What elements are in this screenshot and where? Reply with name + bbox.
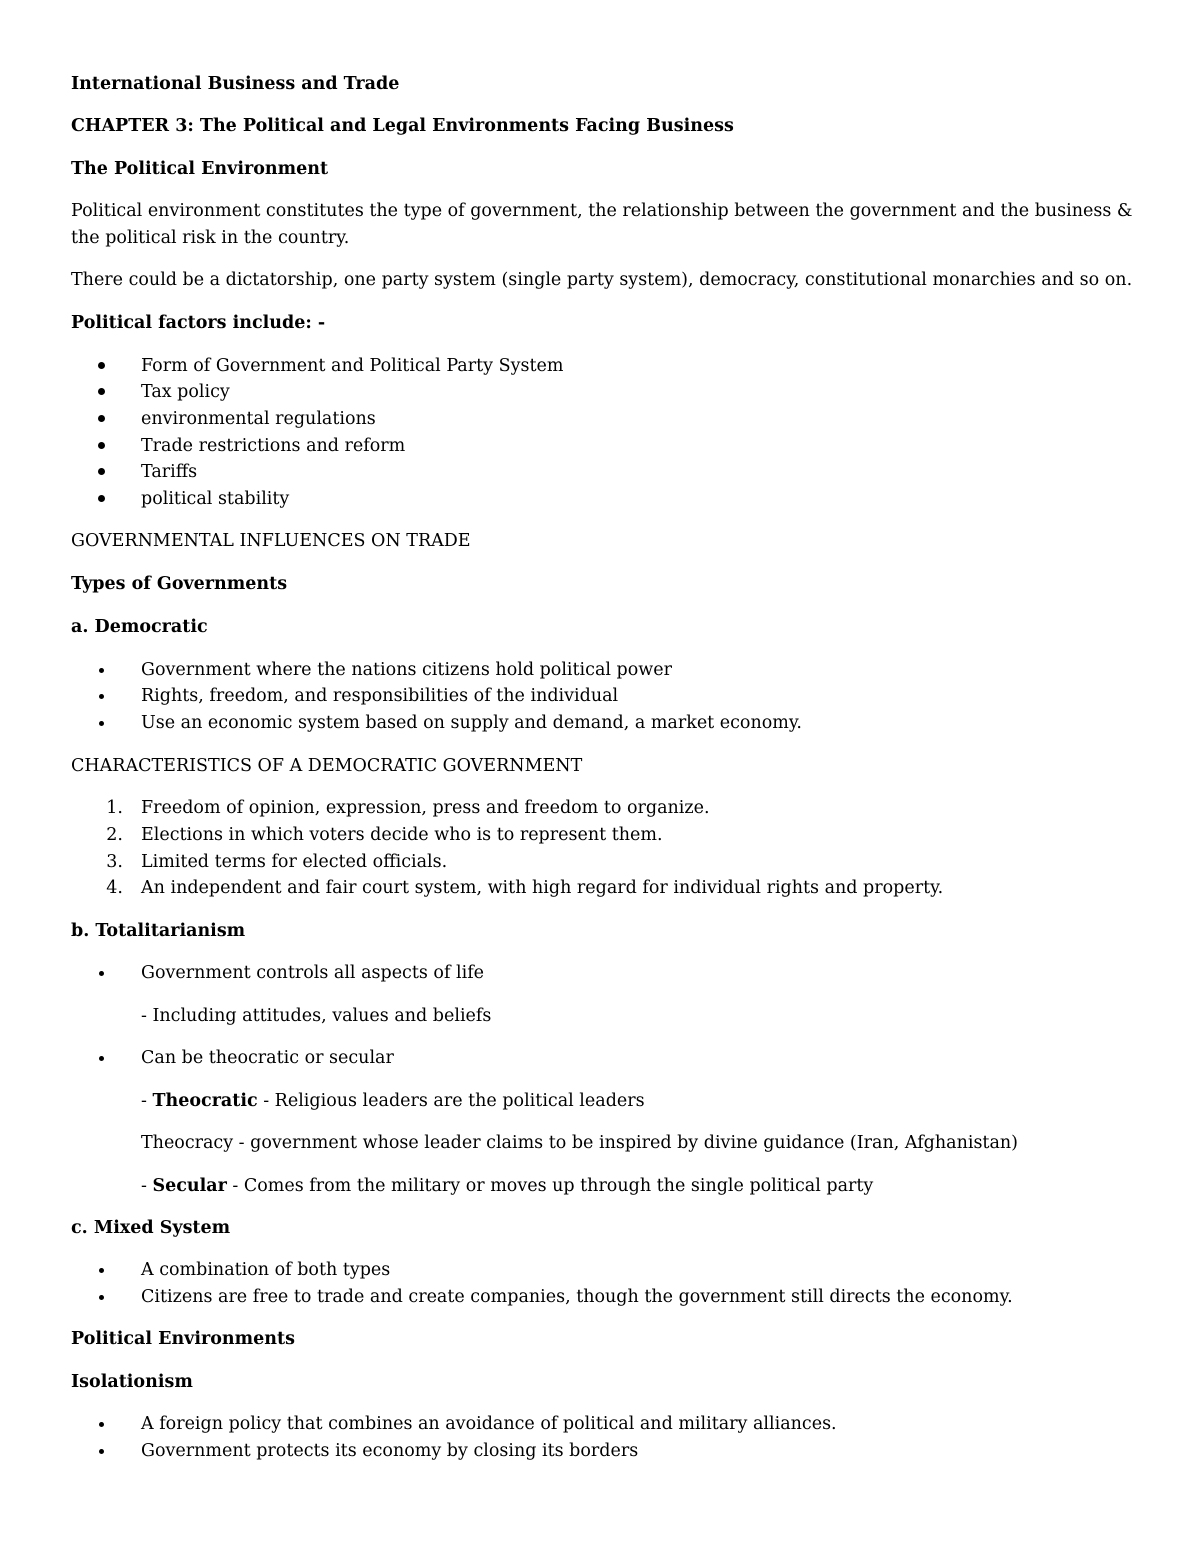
subsection-heading: b. Totalitarianism — [71, 921, 246, 941]
bullet-icon — [99, 1422, 104, 1427]
section-heading: Types of Governments — [71, 574, 288, 594]
bullet-icon — [99, 1295, 104, 1300]
sub-item: Theocracy - government whose leader claims to be inspired by divine guidance (Iran, Afghanistan) — [141, 1133, 1018, 1153]
term: Secular — [152, 1176, 227, 1196]
chapter-title: CHAPTER 3: The Political and Legal Environments Facing Business — [71, 116, 734, 136]
paragraph: Political environment constitutes the type of government, the relationship between the government and the business & the political risk in the country. — [71, 201, 1133, 248]
paragraph: There could be a dictatorship, one party system (single party system), democracy, constitutional monarchies and so on. — [71, 270, 1133, 290]
bullet-icon — [98, 415, 105, 422]
subsection-heading: a. Democratic — [71, 617, 208, 637]
section-heading: The Political Environment — [71, 159, 329, 179]
bullet-icon — [99, 1268, 104, 1273]
sub-item: - Including attitudes, values and beliefs — [141, 1006, 492, 1026]
factors-heading: Political factors include: - — [71, 313, 326, 333]
bullet-icon — [99, 668, 104, 673]
sub-item: - Secular - Comes from the military or moves up through the single political party — [141, 1176, 874, 1196]
section-heading: Political Environments — [71, 1329, 295, 1349]
section-heading: GOVERNMENTAL INFLUENCES ON TRADE — [71, 531, 471, 551]
subsection-heading: Isolationism — [71, 1372, 193, 1392]
bullet-icon — [98, 362, 105, 369]
bullet-icon — [99, 694, 104, 699]
bullet-icon — [99, 1056, 104, 1061]
bullet-icon — [98, 495, 105, 502]
bullet-icon — [98, 468, 105, 475]
bullet-icon — [98, 442, 105, 449]
bullet-icon — [99, 971, 104, 976]
term: Theocratic — [152, 1091, 258, 1111]
course-title: International Business and Trade — [71, 74, 400, 94]
sub-item: - Theocratic - Religious leaders are the political leaders — [141, 1091, 645, 1111]
subsection-heading: c. Mixed System — [71, 1218, 231, 1238]
section-heading: CHARACTERISTICS OF A DEMOCRATIC GOVERNMENT — [71, 756, 583, 776]
bullet-icon — [98, 388, 105, 395]
bullet-icon — [99, 1449, 104, 1454]
bullet-icon — [99, 721, 104, 726]
